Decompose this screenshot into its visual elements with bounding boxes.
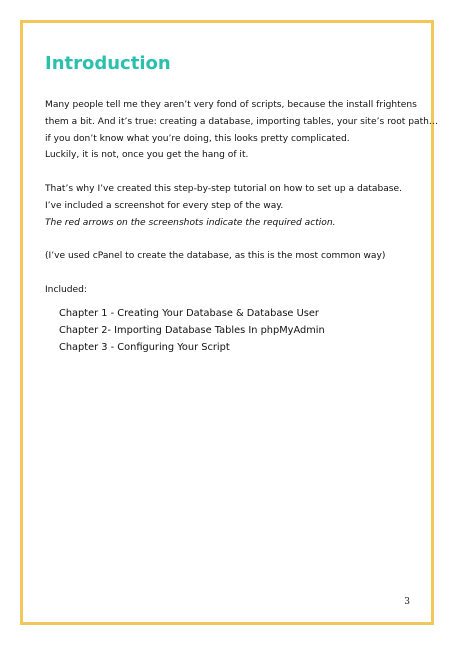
body-line: I’ve included a screenshot for every step of the way. [45,200,284,211]
chapter-list [59,305,425,356]
emphasis-line: The red arrows on the screenshots indicate the required action. [45,217,336,228]
body-line: if you don’t know what you’re doing, this looks pretty complicated. [45,133,350,144]
paragraph-spacer [45,231,425,248]
chapter-item: Chapter 2- Importing Database Tables In phpMyAdmin [59,324,325,336]
paragraph-spacer [45,164,425,181]
page-border [20,20,438,625]
body-line: (I’ve used cPanel to create the database, as this is the most common way) [45,251,386,262]
paragraph-spacer [45,265,425,282]
body-line: That’s why I’ve created this step-by-step tutorial on how to set up a database. [45,183,403,194]
included-heading: Included: [45,284,87,295]
chapter-item: Chapter 1 - Creating Your Database & Database User [59,307,319,319]
page-title: Introduction [45,53,171,74]
body-line: Many people tell me they aren’t very fond of scripts, because the install frightens [45,100,417,110]
document-body [45,97,438,356]
body-line: Luckily, it is not, once you get the hang of it. [45,150,249,161]
chapter-item: Chapter 3 - Configuring Your Script [59,341,230,353]
page-number: 3 [404,597,410,607]
body-line: them a bit. And it’s true: creating a database, importing tables, your site’s root path… [45,116,438,127]
